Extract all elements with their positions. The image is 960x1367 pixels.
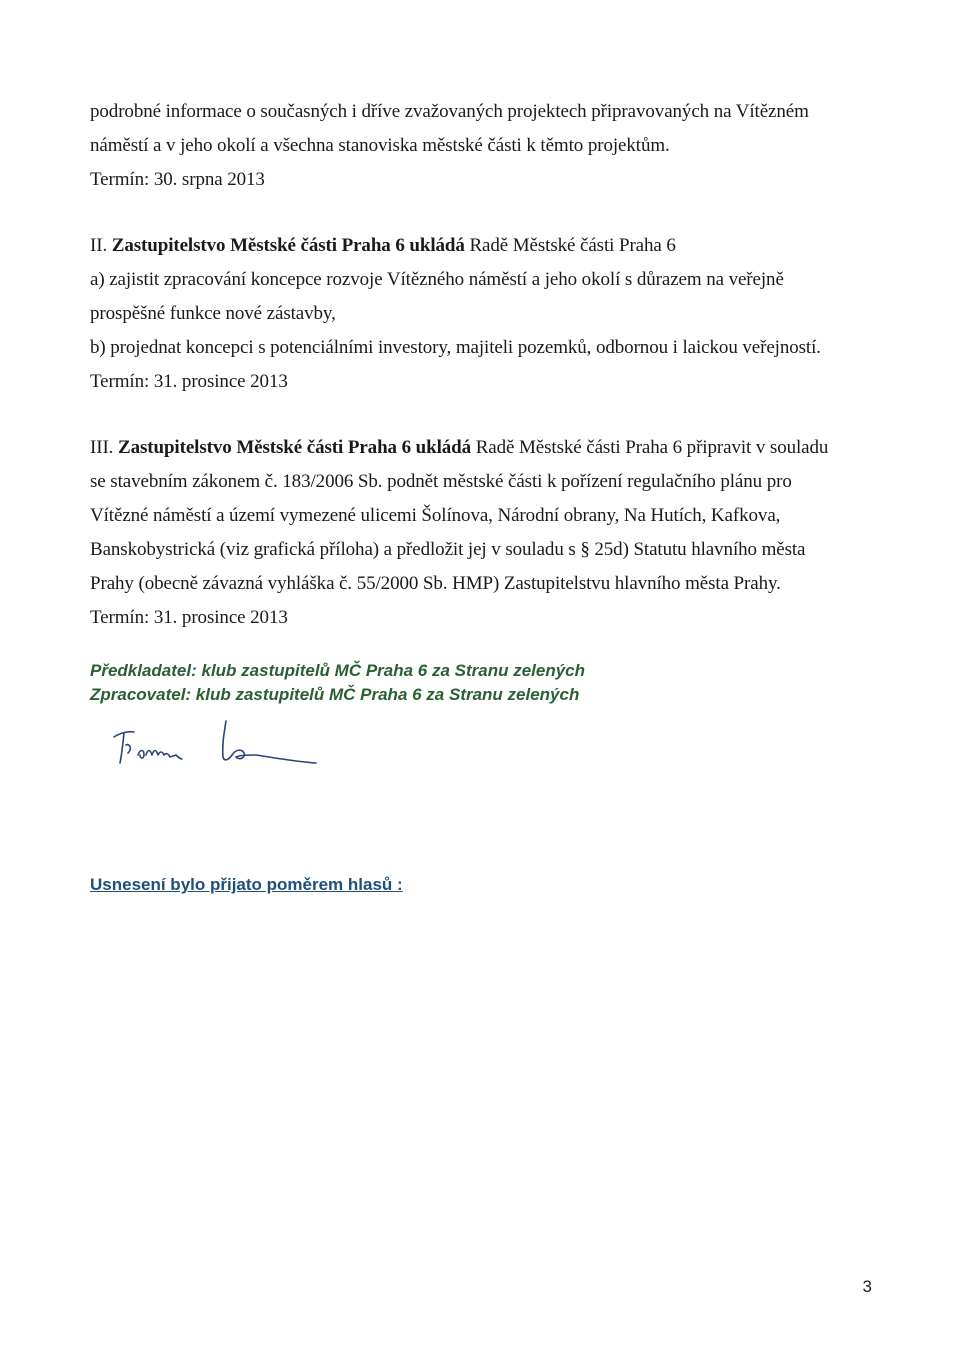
zpracovatel-line: Zpracovatel: klub zastupitelů MČ Praha 6 za Stranu zelených [90, 685, 580, 704]
section2-rest: Radě Městské části Praha 6 [469, 235, 676, 256]
section3-heading [90, 436, 828, 460]
section3-line2: se stavebním zákonem č. 183/2006 Sb. podnět městské části k pořízení regulačního plánu pro [90, 471, 792, 492]
section2-numeral: II. [90, 235, 108, 256]
section3-line4: Banskobystrická (viz grafická příloha) a předložit jej v souladu s § 25d) Statutu hlavního města [90, 539, 806, 560]
predkladatel-line: Předkladatel: klub zastupitelů MČ Praha 6 za Stranu zelených [90, 661, 586, 680]
page-number: 3 [862, 1277, 872, 1296]
signature-icon [110, 715, 350, 775]
section2-item-a-line1: a) zajistit zpracování koncepce rozvoje Vítězného náměstí a jeho okolí s důrazem na veřejně [90, 269, 784, 290]
section2-heading [90, 234, 676, 258]
section2-item-a-line2: prospěšné funkce nové zástavby, [90, 303, 336, 324]
section3-numeral: III. [90, 437, 114, 458]
vote-result-label: Usnesení bylo přijato poměrem hlasů : [90, 875, 403, 894]
section3-deadline: Termín: 31. prosince 2013 [90, 607, 288, 628]
paragraph1-line1: podrobné informace o současných i dříve zvažovaných projektech připravovaných na Vítězném [90, 101, 809, 122]
section3-rest-line1: Radě Městské části Praha 6 připravit v souladu [475, 437, 829, 458]
section2-item-b: b) projednat koncepci s potenciálními investory, majiteli pozemků, odbornou i laickou veřejností. [90, 337, 821, 358]
section3-line3: Vítězné náměstí a území vymezené ulicemi Šolínova, Národní obrany, Na Hutích, Kafkova, [90, 505, 781, 526]
section2-deadline: Termín: 31. prosince 2013 [90, 371, 288, 392]
section2-bold-text: Zastupitelstvo Městské části Praha 6 ukládá [111, 235, 465, 256]
section3-bold-text: Zastupitelstvo Městské části Praha 6 ukládá [118, 437, 472, 458]
paragraph1-line2: náměstí a v jeho okolí a všechna stanoviska městské části k těmto projektům. [90, 135, 670, 156]
paragraph1-deadline: Termín: 30. srpna 2013 [90, 169, 265, 190]
section3-line5: Prahy (obecně závazná vyhláška č. 55/2000 Sb. HMP) Zastupitelstvu hlavního města Prahy. [90, 573, 781, 594]
